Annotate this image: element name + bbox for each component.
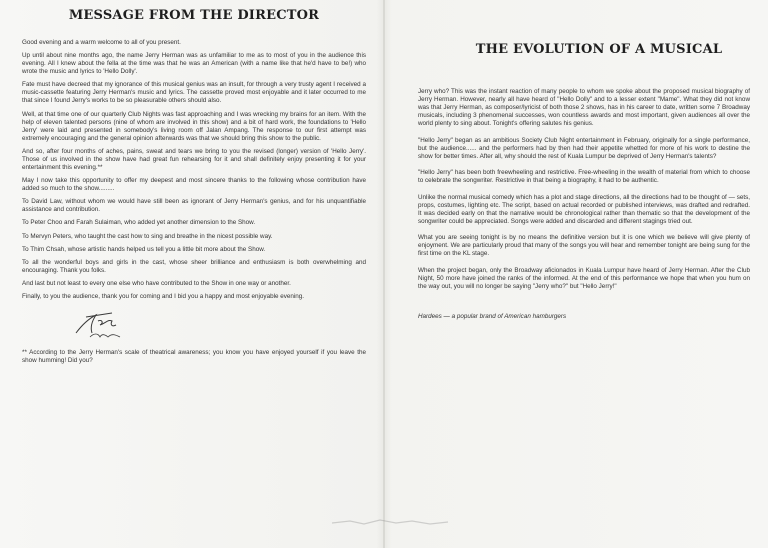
director-paragraph: May I now take this opportunity to offer my deepest and most sincere thanks to the following whose contribution have added so much to the show......... — [22, 176, 366, 192]
director-paragraph: And so, after four months of aches, pains, sweat and tears we bring to you the revised (longer) version of 'Hello Jerry'. Those of us involved in the show have had great fun rehearsing for it and shall definitely enjoy presenting it for your entertainment this evening.** — [22, 147, 366, 171]
evolution-paragraph: When the project began, only the Broadway aficionados in Kuala Lumpur have heard of Jerry Herman. After the Club Night, 50 more have joined the ranks of the informed. At the end of this performance we hope that when you hum on the way out, you will no longer be saying "Jerry who?" but "Hello Jerry!" — [418, 266, 750, 290]
director-paragraph: Good evening and a warm welcome to all of you present. — [22, 39, 181, 46]
evolution-paragraph: "Hello Jerry" began as an ambitious Society Club Night entertainment in February, originally for a single performance, but the audience...... and the performers had by then had their appetite whetted for more of his work to destine the show for better times. After all, why should the rest of Kuala Lumpur be deprived of Jerry Herman's talents? — [418, 136, 750, 160]
director-paragraph: To Mervyn Peters, who taught the cast how to sing and breathe in the nicest possible way. — [22, 232, 273, 240]
evolution-paragraph: What you are seeing tonight is by no means the definitive version but it is one which we believe will give plenty of enjoyment. We are particularly proud that many of the songs you will hear and remember tonight are being sung for the first time on the KL stage. — [418, 234, 750, 258]
director-signature — [72, 307, 132, 343]
director-paragraph: To Thim Chsah, whose artistic hands helped us tell you a little bit more about the Show. — [22, 245, 266, 253]
director-paragraph: Finally, to you the audience, thank you for coming and I bid you a happy and most enjoyable evening. — [22, 293, 305, 301]
director-paragraph: To David Law, without whom we would have still been as ignorant of Jerry Herman's genius, and for his unquantifiable assistance and contribution. — [22, 198, 366, 214]
director-paragraph: To Peter Choo and Farah Sulaiman, who added yet another dimension to the Show. — [22, 219, 256, 227]
evolution-paragraph: Jerry who? This was the instant reaction of many people to whom we spoke about the proposed musical biography of Jerry Herman. However, nearly all have heard of "Hello Dolly" and to a lesser extent "Mame". What they did not know was that Jerry Herman, as composer/lyricist of both those 2 shows, has in his career to date, written some 7 Broadway musicals, including 3 phenomenal successes, won countless awards and most important, given audiences all over the world plenty to sing about. Tonight's offering salutes his genius. — [418, 88, 750, 127]
evolution-footnote: Hardees — a popular brand of American hamburgers — [418, 312, 567, 320]
director-message-title: MESSAGE FROM THE DIRECTOR — [68, 8, 320, 23]
director-paragraph: Well, at that time one of our quarterly Club Nights was fast approaching and I was wrecking my brains for an item. With the help of eleven talented persons (nine of whom are involved in this show) and a bit of hard work, the foundations to 'Hello Jerry' were laid and presented in somebody's living room off Jalan Ampang. The response to our first attempt was extremely encouraging and the general opinion afterwards was that we should bring this show to the public. — [22, 110, 366, 142]
director-paragraph: Up until about nine months ago, the name Jerry Herman was as unfamiliar to me as to most of you in the audience this evening. All I knew about the fella at the time was that he was an American (with a name like that he'd have to be!) who wrote the music and lyrics to 'Hello Dolly'. — [22, 52, 366, 76]
director-paragraph: And last but not least to every one else who have contributed to the Show in one way or another. — [22, 280, 291, 288]
evolution-paragraph: "Hello Jerry" has been both freewheeling and restrictive. Free-wheeling in the wealth of material from which to choose to celebrate the songwriter. Restrictive in that being a biography, it had to be authentic. — [418, 169, 750, 185]
scan-smudge — [330, 515, 450, 529]
director-message-column — [22, 8, 366, 370]
evolution-paragraph: Unlike the normal musical comedy which has a plot and stage directions, all the directions had to be thought of — sets, props, costumes, lighting etc. The script, based on actual recorded or published interviews, was drafted and redrafted. It was decided early on that the narrative would be chronological rather than thematic so that the development of the songwriter could be appreciated. Songs were added and discarded and different stagings tried out. — [418, 193, 750, 225]
director-footnote: ** According to the Jerry Herman's scale of theatrical awareness; you know you have enjoyed yourself if you leave the show humming! Did you? — [22, 349, 366, 365]
evolution-column — [418, 42, 750, 330]
director-paragraph: To all the wonderful boys and girls in the cast, whose sheer brilliance and enthusiasm is both overwhelming and encouraging. Thank you folks. — [22, 258, 366, 274]
page-fold — [383, 0, 385, 548]
director-paragraph: Fate must have decreed that my ignorance of this musical genius was an insult, for through a very trusty agent I received a music-cassette featuring Jerry Herman's music and lyrics. The cassette proved most enjoyable and it later occurred to me that since I found Jerry's works to be so pleasurable others should also. — [22, 81, 366, 105]
evolution-title: THE EVOLUTION OF A MUSICAL — [475, 42, 723, 57]
